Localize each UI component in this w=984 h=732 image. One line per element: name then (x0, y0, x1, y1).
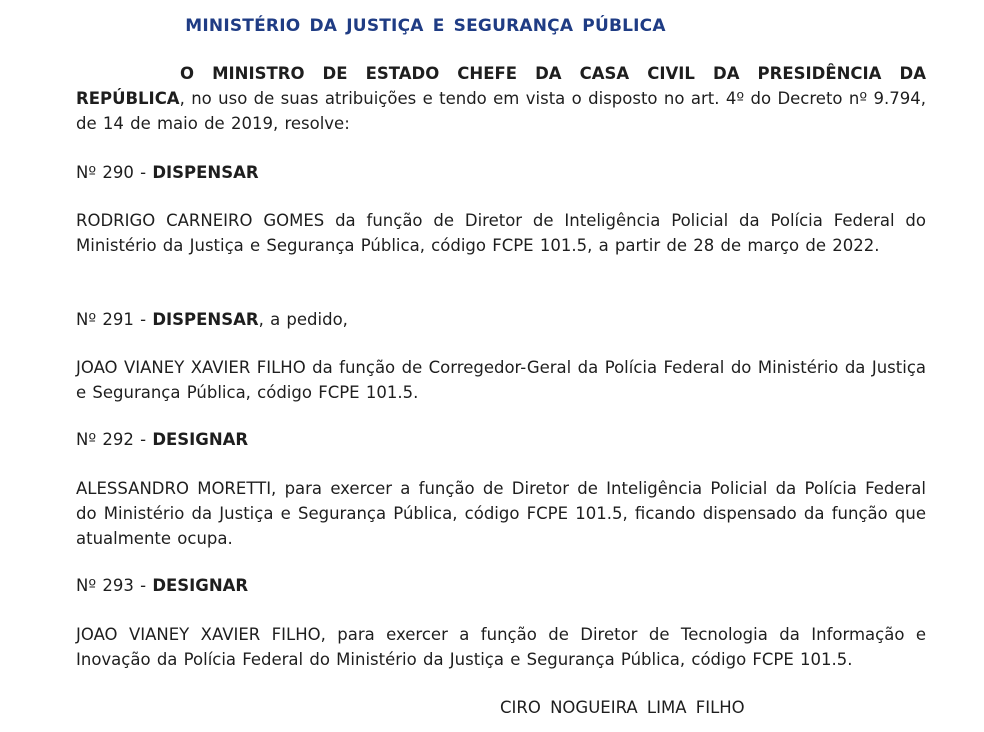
act-suffix: , a pedido, (258, 310, 348, 329)
document-header: MINISTÉRIO DA JUSTIÇA E SEGURANÇA PÚBLICA (185, 16, 666, 36)
act-293-body: JOAO VIANEY XAVIER FILHO, para exercer a função de Diretor de Tecnologia da Informação e Inovação da Polícia Federal do Ministério da Justiça e Segurança Pública, código FCPE 101.5. (76, 625, 926, 669)
signature-name: CIRO NOGUEIRA LIMA FILHO (500, 698, 745, 717)
preamble-text: , no uso de suas atribuições e tendo em vista o disposto no art. 4º do Decreto nº 9.794, de 14 de maio de 2019, resolve: (76, 89, 926, 133)
act-action: DISPENSAR (152, 163, 259, 182)
act-290-heading (76, 160, 926, 185)
document-body (76, 0, 926, 732)
act-number: Nº 292 - (76, 430, 153, 449)
preamble-paragraph (76, 61, 926, 136)
act-290-body: RODRIGO CARNEIRO GOMES da função de Diretor de Inteligência Policial da Polícia Federal do Ministério da Justiça e Segurança Pública, código FCPE 101.5, a partir de 28 de março de 2022. (76, 211, 926, 255)
act-number: Nº 293 - (76, 576, 153, 595)
act-292-body: ALESSANDRO MORETTI, para exercer a função de Diretor de Inteligência Policial da Polícia Federal do Ministério da Justiça e Segurança Pública, código FCPE 101.5, ficando dispensado da função que atualmente ocupa. (76, 479, 926, 548)
act-number: Nº 290 - (76, 163, 153, 182)
act-action: DISPENSAR (152, 310, 259, 329)
act-291-body: JOAO VIANEY XAVIER FILHO da função de Corregedor-Geral da Polícia Federal do Ministério da Justiça e Segurança Pública, código FCPE 101.5. (76, 358, 926, 402)
act-293-heading (76, 573, 926, 598)
act-number: Nº 291 - (76, 310, 153, 329)
preamble-authority: O MINISTRO DE ESTADO CHEFE DA CASA CIVIL DA PRESIDÊNCIA DA REPÚBLICA (76, 64, 926, 108)
act-292-heading (76, 427, 926, 452)
act-action: DESIGNAR (152, 576, 249, 595)
act-291-heading (76, 307, 926, 332)
act-action: DESIGNAR (152, 430, 249, 449)
